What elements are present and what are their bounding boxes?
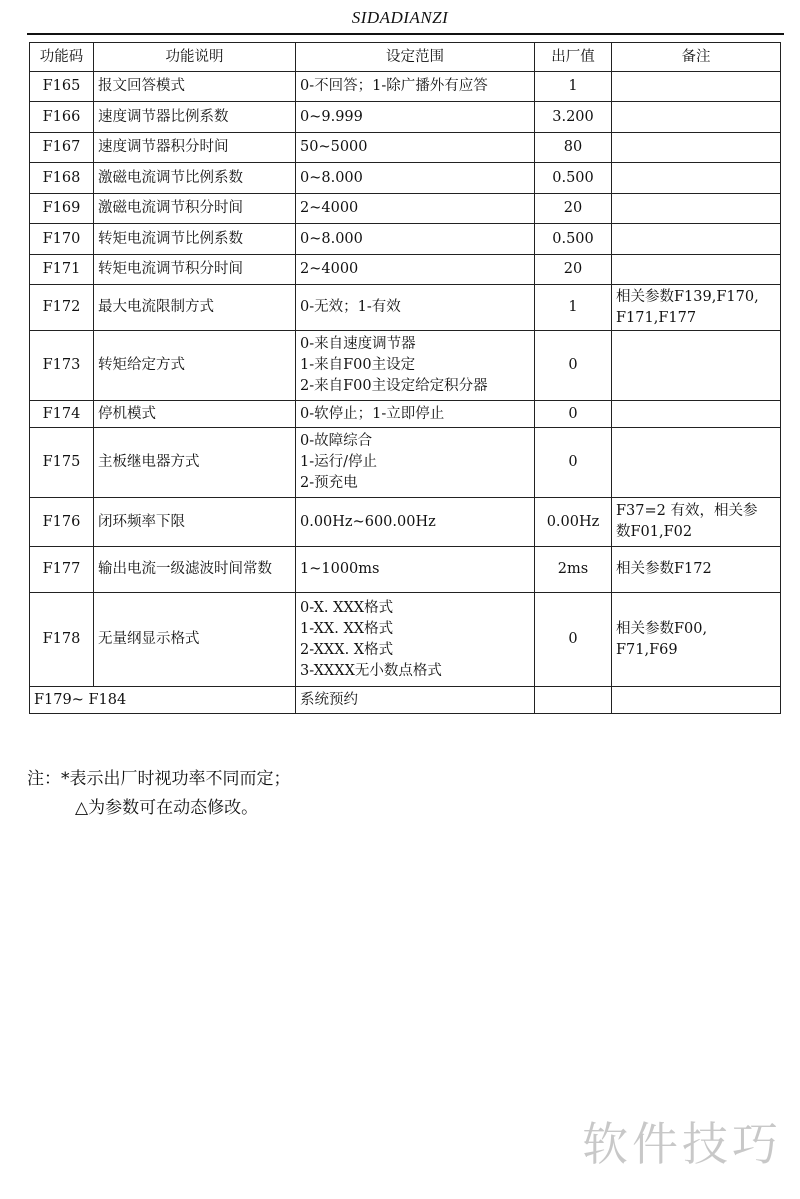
footnote-line-1: 注：*表示出厂时视功率不同而定； <box>27 769 291 789</box>
column-header-code: 功能码 <box>30 43 94 72</box>
range-line: 1-运行/停止 <box>300 454 378 470</box>
range-line: 2~4000 <box>300 261 359 277</box>
note-line: F71,F69 <box>616 641 678 658</box>
note-line: 相关参数F139,F170, <box>616 288 759 305</box>
range-line: 0-来自速度调节器 <box>300 336 416 352</box>
table-row <box>30 194 781 224</box>
column-header-note: 备注 <box>612 43 781 72</box>
watermark: 软件技巧 <box>582 1117 782 1171</box>
cell-range <box>296 255 535 285</box>
cell-default: 3.200 <box>535 102 612 133</box>
parameter-table <box>29 42 781 714</box>
cell-note <box>612 72 781 102</box>
table-row <box>30 163 781 194</box>
cell-range <box>296 401 535 428</box>
cell-code: F170 <box>30 224 94 255</box>
range-line: 0-软停止；1-立即停止 <box>300 405 445 422</box>
cell-default: 0.500 <box>535 163 612 194</box>
cell-note <box>612 687 781 714</box>
cell-range: 系统预约 <box>296 687 535 714</box>
cell-default: 20 <box>535 194 612 224</box>
cell-description: 速度调节器积分时间 <box>94 133 296 163</box>
cell-description: 最大电流限制方式 <box>94 285 296 331</box>
cell-code: F173 <box>30 331 94 401</box>
cell-range <box>296 428 535 498</box>
cell-range <box>296 163 535 194</box>
cell-range <box>296 498 535 547</box>
note-line: F37=2 有效，相关参 <box>616 503 758 519</box>
note-line: 相关参数F00, <box>616 620 708 637</box>
range-line: 2~4000 <box>300 200 359 216</box>
cell-description: 报文回答模式 <box>94 72 296 102</box>
cell-code: F168 <box>30 163 94 194</box>
column-header-description: 功能说明 <box>94 43 296 72</box>
cell-default: 0 <box>535 401 612 428</box>
cell-note <box>612 285 781 331</box>
cell-note <box>612 163 781 194</box>
range-line: 0-不回答；1-除广播外有应答 <box>300 78 488 94</box>
cell-default: 0 <box>535 428 612 498</box>
cell-description: 无量纲显示格式 <box>94 593 296 687</box>
range-line: 0-故障综合 <box>300 433 373 449</box>
range-line: 50~5000 <box>300 139 368 155</box>
table-header-row <box>30 43 781 72</box>
range-line: 2-来自F00主设定给定积分器 <box>300 378 488 394</box>
range-line: 0~8.000 <box>300 169 363 186</box>
cell-code: F167 <box>30 133 94 163</box>
cell-range <box>296 547 535 593</box>
cell-description: 停机模式 <box>94 401 296 428</box>
range-line: 0.00Hz~600.00Hz <box>300 513 436 530</box>
cell-code: F174 <box>30 401 94 428</box>
cell-code: F171 <box>30 255 94 285</box>
cell-default: 0.00Hz <box>535 498 612 547</box>
cell-range <box>296 593 535 687</box>
note-line: 数F01,F02 <box>616 524 693 540</box>
cell-code: F178 <box>30 593 94 687</box>
cell-note <box>612 331 781 401</box>
cell-description: 速度调节器比例系数 <box>94 102 296 133</box>
cell-description: 输出电流一级滤波时间常数 <box>94 547 296 593</box>
cell-note <box>612 498 781 547</box>
cell-range <box>296 194 535 224</box>
table-row <box>30 72 781 102</box>
cell-description: 转矩电流调节积分时间 <box>94 255 296 285</box>
cell-code: F169 <box>30 194 94 224</box>
cell-default: 1 <box>535 285 612 331</box>
range-line: 0-无效；1-有效 <box>300 299 401 315</box>
table-row <box>30 133 781 163</box>
cell-code: F166 <box>30 102 94 133</box>
cell-description: 激磁电流调节比例系数 <box>94 163 296 194</box>
note-line: 相关参数F172 <box>616 561 712 577</box>
column-header-range: 设定范围 <box>296 43 535 72</box>
range-line: 1-XX. XX格式 <box>300 620 394 637</box>
cell-default: 0.500 <box>535 224 612 255</box>
range-line: 1~1000ms <box>300 561 380 577</box>
cell-default: 80 <box>535 133 612 163</box>
cell-default: 0 <box>535 331 612 401</box>
cell-description: 转矩给定方式 <box>94 331 296 401</box>
cell-range <box>296 72 535 102</box>
header-rule <box>27 33 784 35</box>
cell-code: F177 <box>30 547 94 593</box>
cell-range <box>296 224 535 255</box>
cell-note <box>612 224 781 255</box>
cell-note <box>612 194 781 224</box>
range-line: 0~8.000 <box>300 230 363 247</box>
table-row <box>30 255 781 285</box>
range-line: 1-来自F00主设定 <box>300 357 416 373</box>
table-row <box>30 224 781 255</box>
footnotes <box>27 765 291 823</box>
cell-description: 闭环频率下限 <box>94 498 296 547</box>
range-line: 0-X. XXX格式 <box>300 599 394 616</box>
cell-note <box>612 401 781 428</box>
cell-code: F176 <box>30 498 94 547</box>
cell-default: 2ms <box>535 547 612 593</box>
table-row <box>30 285 781 331</box>
cell-default <box>535 687 612 714</box>
table-row <box>30 547 781 593</box>
cell-default: 0 <box>535 593 612 687</box>
cell-code: F172 <box>30 285 94 331</box>
cell-code: F165 <box>30 72 94 102</box>
table-body <box>30 72 781 714</box>
range-line: 3-XXXX无小数点格式 <box>300 662 442 679</box>
cell-note <box>612 133 781 163</box>
cell-range <box>296 285 535 331</box>
footnote-line-2: △为参数可在动态修改。 <box>75 798 259 818</box>
cell-default: 1 <box>535 72 612 102</box>
cell-description: 转矩电流调节比例系数 <box>94 224 296 255</box>
cell-code: F175 <box>30 428 94 498</box>
cell-note <box>612 547 781 593</box>
table-row <box>30 428 781 498</box>
cell-note <box>612 428 781 498</box>
cell-note <box>612 255 781 285</box>
cell-range <box>296 331 535 401</box>
cell-note <box>612 102 781 133</box>
range-line: 0~9.999 <box>300 108 363 125</box>
cell-description: 激磁电流调节积分时间 <box>94 194 296 224</box>
cell-note <box>612 593 781 687</box>
note-line: F171,F177 <box>616 309 697 326</box>
cell-default: 20 <box>535 255 612 285</box>
table-row <box>30 331 781 401</box>
cell-description: 主板继电器方式 <box>94 428 296 498</box>
range-line: 2-XXX. X格式 <box>300 641 394 658</box>
cell-code-range: F179~ F184 <box>30 687 296 714</box>
table-row <box>30 593 781 687</box>
range-line: 2-预充电 <box>300 475 358 491</box>
column-header-default: 出厂值 <box>535 43 612 72</box>
table-row <box>30 401 781 428</box>
cell-range <box>296 102 535 133</box>
document-header: SIDADIANZI <box>351 8 449 27</box>
cell-range <box>296 133 535 163</box>
table-row <box>30 498 781 547</box>
table-row <box>30 102 781 133</box>
table-row-reserved <box>30 687 781 714</box>
